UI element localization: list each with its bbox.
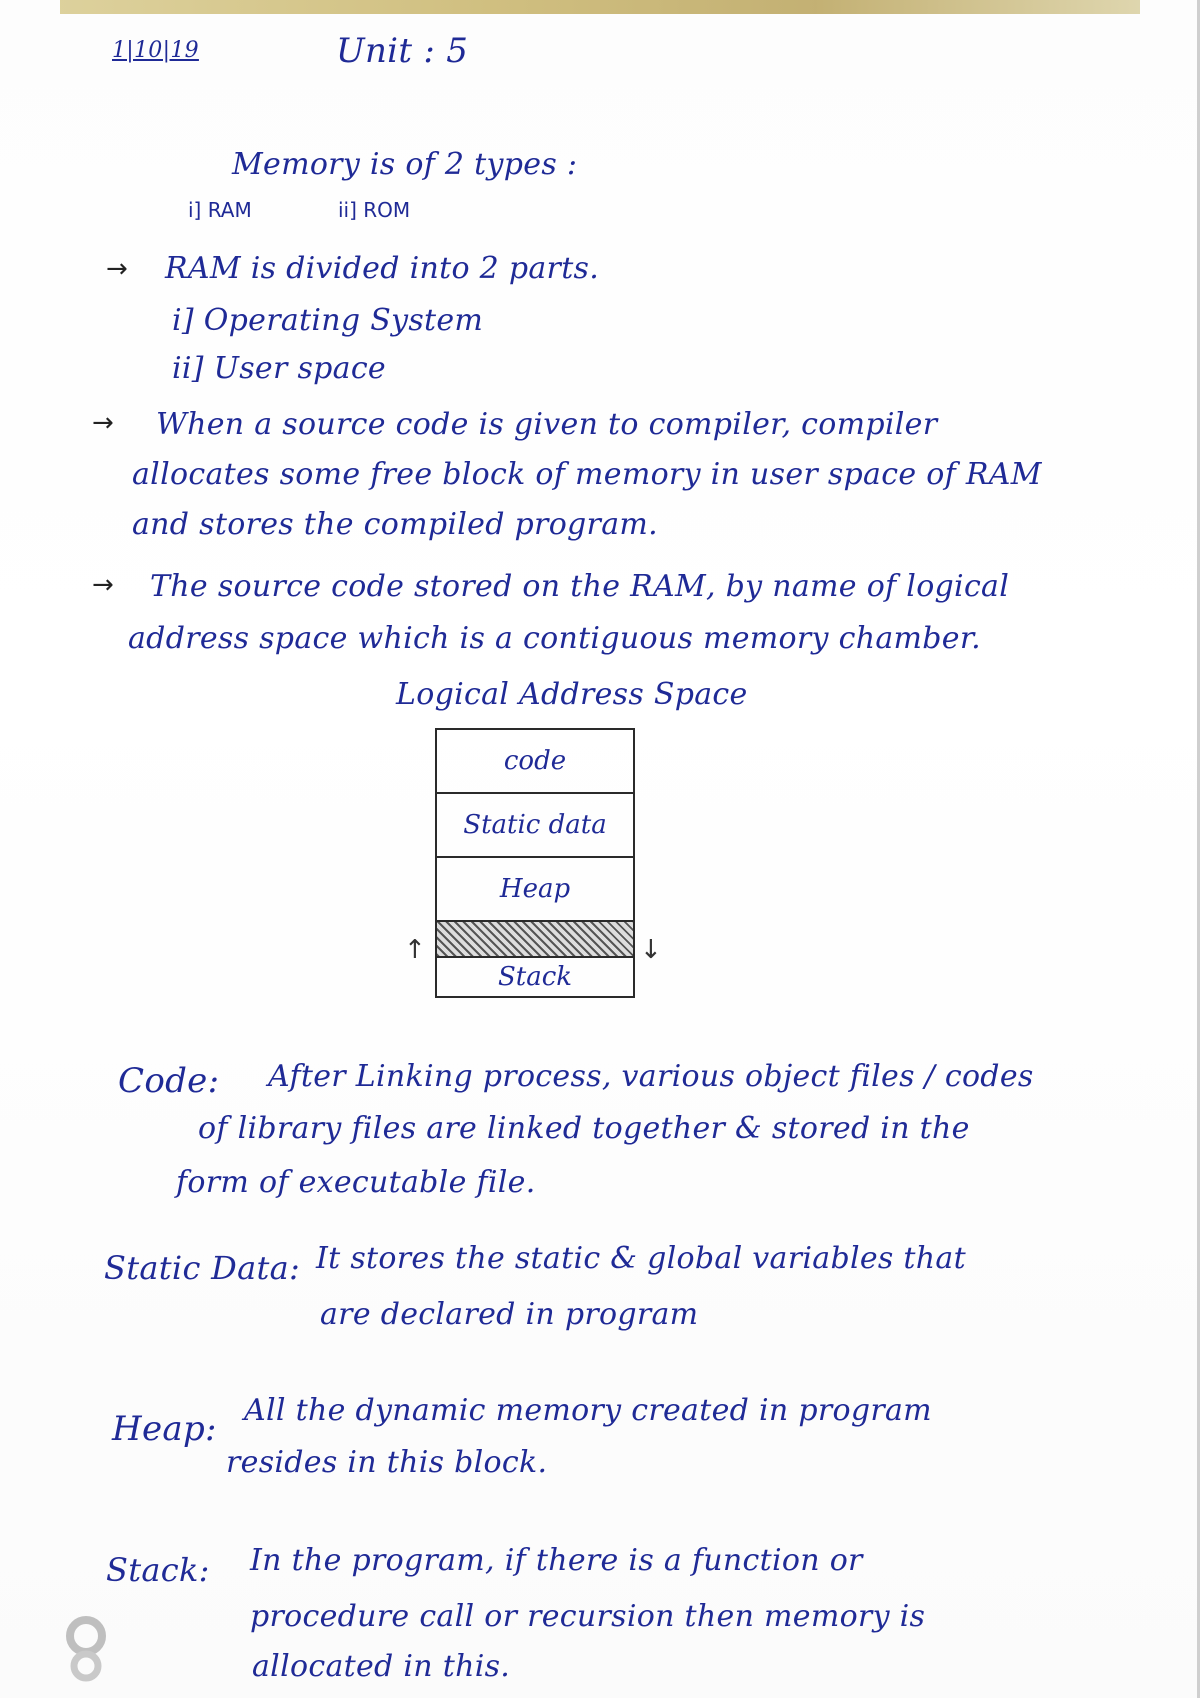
date: 1|10|19 [112,38,199,63]
term-code: Code: [118,1061,220,1101]
code-def-line-3: form of executable file. [176,1165,536,1200]
top-scan-strip [60,0,1140,14]
logical-address-space-diagram [435,728,635,998]
term-static-data: Static Data: [104,1249,301,1287]
stack-growth-arrow: ↓ [640,935,662,965]
ram-part-user-space: ii] User space [172,351,386,386]
stack-def-line-3: allocated in this. [252,1649,511,1684]
heap-growth-arrow: ↑ [404,935,426,965]
block-code: code [435,728,635,794]
stored-line-1: The source code stored on the RAM, by name of logical [150,569,1010,604]
memory-types-heading: Memory is of 2 types : [232,147,578,182]
static-def-line-2: are declared in program [320,1297,699,1332]
term-heap: Heap: [112,1409,217,1449]
block-heap: Heap [435,856,635,922]
bullet-arrow: → [92,570,115,600]
block-stack: Stack [435,956,635,998]
bullet-arrow: → [106,254,129,284]
heap-def-line-1: All the dynamic memory created in program [244,1393,932,1428]
compile-line-3: and stores the compiled program. [132,507,658,542]
memory-type-ram: i] RAM [188,198,252,222]
ram-part-os: i] Operating System [172,303,484,338]
compile-line-1: When a source code is given to compiler, compiler [156,407,938,442]
bullet-arrow: → [92,408,115,438]
static-def-line-1: It stores the static & global variables that [316,1241,966,1276]
diagram-title: Logical Address Space [396,677,748,712]
block-free-space [435,920,635,958]
heap-def-line-2: resides in this block. [226,1445,548,1480]
term-stack: Stack: [106,1551,210,1589]
scanner-logo-icon [64,1612,128,1682]
ram-divided-line: RAM is divided into 2 parts. [165,251,600,286]
memory-type-rom: ii] ROM [338,198,411,222]
code-def-line-1: After Linking process, various object files / codes [268,1059,1034,1094]
stored-line-2: address space which is a contiguous memory chamber. [128,621,981,656]
stack-def-line-1: In the program, if there is a function or [250,1543,863,1578]
stack-def-line-2: procedure call or recursion then memory is [250,1599,926,1634]
block-static-data: Static data [435,792,635,858]
page-title: Unit : 5 [336,31,469,71]
code-def-line-2: of library files are linked together & stored in the [198,1111,970,1146]
compile-line-2: allocates some free block of memory in user space of RAM [132,457,1042,492]
